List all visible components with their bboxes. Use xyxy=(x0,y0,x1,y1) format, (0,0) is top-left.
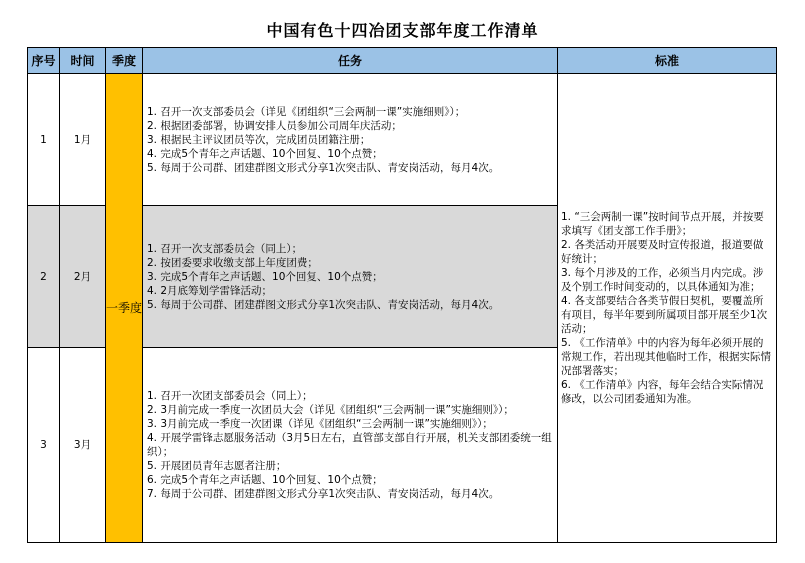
row-seq: 3 xyxy=(28,348,60,543)
task-item: 5. 每周于公司群、团建群图文形式分享1次突击队、青安岗活动，每月4次。 xyxy=(147,298,500,311)
task-cell xyxy=(143,206,558,348)
task-item: 4. 完成5个青年之声话题、10个回复、10个点赞； xyxy=(147,147,383,160)
header-season: 季度 xyxy=(106,48,143,74)
standard-item: 5. 《工作清单》中的内容为每年必须开展的常规工作，若出现其他临时工作，根据实际情况部署落实； xyxy=(561,337,771,377)
task-item: 5. 每周于公司群、团建群图文形式分享1次突击队、青安岗活动，每月4次。 xyxy=(147,161,500,174)
task-cell xyxy=(143,74,558,206)
standard-item: 3. 每个月涉及的工作，必须当月内完成。涉及个别工作时间变动的，以具体通知为准； xyxy=(561,267,764,293)
header-seq: 序号 xyxy=(28,48,60,74)
standard-item: 6. 《工作清单》内容，每年会结合实际情况修改，以公司团委通知为准。 xyxy=(561,379,764,405)
task-item: 3. 完成5个青年之声话题、10个回复、10个点赞； xyxy=(147,270,383,283)
task-item: 3. 根据民主评议团员等次，完成团员团籍注册； xyxy=(147,133,371,146)
table-row xyxy=(28,74,777,206)
task-item: 3. 3月前完成一季度一次团课（详见《团组织“三会两制一课”实施细则》）； xyxy=(147,418,493,430)
row-month: 1月 xyxy=(60,74,106,206)
task-item: 4. 2月底筹划学雷锋活动； xyxy=(147,284,273,297)
standard-item: 4. 各支部要结合各类节假日契机，要覆盖所有项目，每半年要到所属项目部开展至少1次活动； xyxy=(561,295,768,335)
task-item: 1. 召开一次支部委员会（同上）； xyxy=(147,242,303,255)
header-task: 任务 xyxy=(143,48,558,74)
task-item: 5. 开展团员青年志愿者注册； xyxy=(147,460,287,472)
standard-item: 1. “三会两制一课”按时间节点开展，并按要求填写《团支部工作手册》； xyxy=(561,211,764,237)
task-item: 1. 召开一次团支部委员会（同上）； xyxy=(147,390,313,402)
standard-cell xyxy=(558,74,777,543)
task-item: 2. 按团委要求收缴支部上年度团费； xyxy=(147,256,318,269)
task-cell xyxy=(143,348,558,543)
header-time: 时间 xyxy=(60,48,106,74)
task-item: 2. 根据团委部署，协调安排人员参加公司周年庆活动； xyxy=(147,119,402,132)
row-month: 3月 xyxy=(60,348,106,543)
row-seq: 2 xyxy=(28,206,60,348)
work-list-table xyxy=(27,47,777,543)
season-cell: 一季度 xyxy=(106,74,143,543)
standard-item: 2. 各类活动开展要及时宣传报道，报道要做好统计； xyxy=(561,239,764,265)
task-item: 6. 完成5个青年之声话题、10个回复、10个点赞； xyxy=(147,474,383,486)
row-month: 2月 xyxy=(60,206,106,348)
page-title: 中国有色十四冶团支部年度工作清单 xyxy=(266,21,539,40)
task-item: 2. 3月前完成一季度一次团员大会（详见《团组织“三会两制一课”实施细则》）； xyxy=(147,404,514,416)
row-seq: 1 xyxy=(28,74,60,206)
task-item: 4. 开展学雷锋志愿服务活动（3月5日左右，直管部支部自行开展，机关支部团委统一组织）； xyxy=(147,432,552,458)
header-standard: 标准 xyxy=(558,48,777,74)
header-row xyxy=(28,48,777,74)
task-item: 1. 召开一次支部委员会（详见《团组织“三会两制一课”实施细则》）； xyxy=(147,105,466,118)
task-item: 7. 每周于公司群、团建群图文形式分享1次突击队、青安岗活动，每月4次。 xyxy=(147,488,500,500)
